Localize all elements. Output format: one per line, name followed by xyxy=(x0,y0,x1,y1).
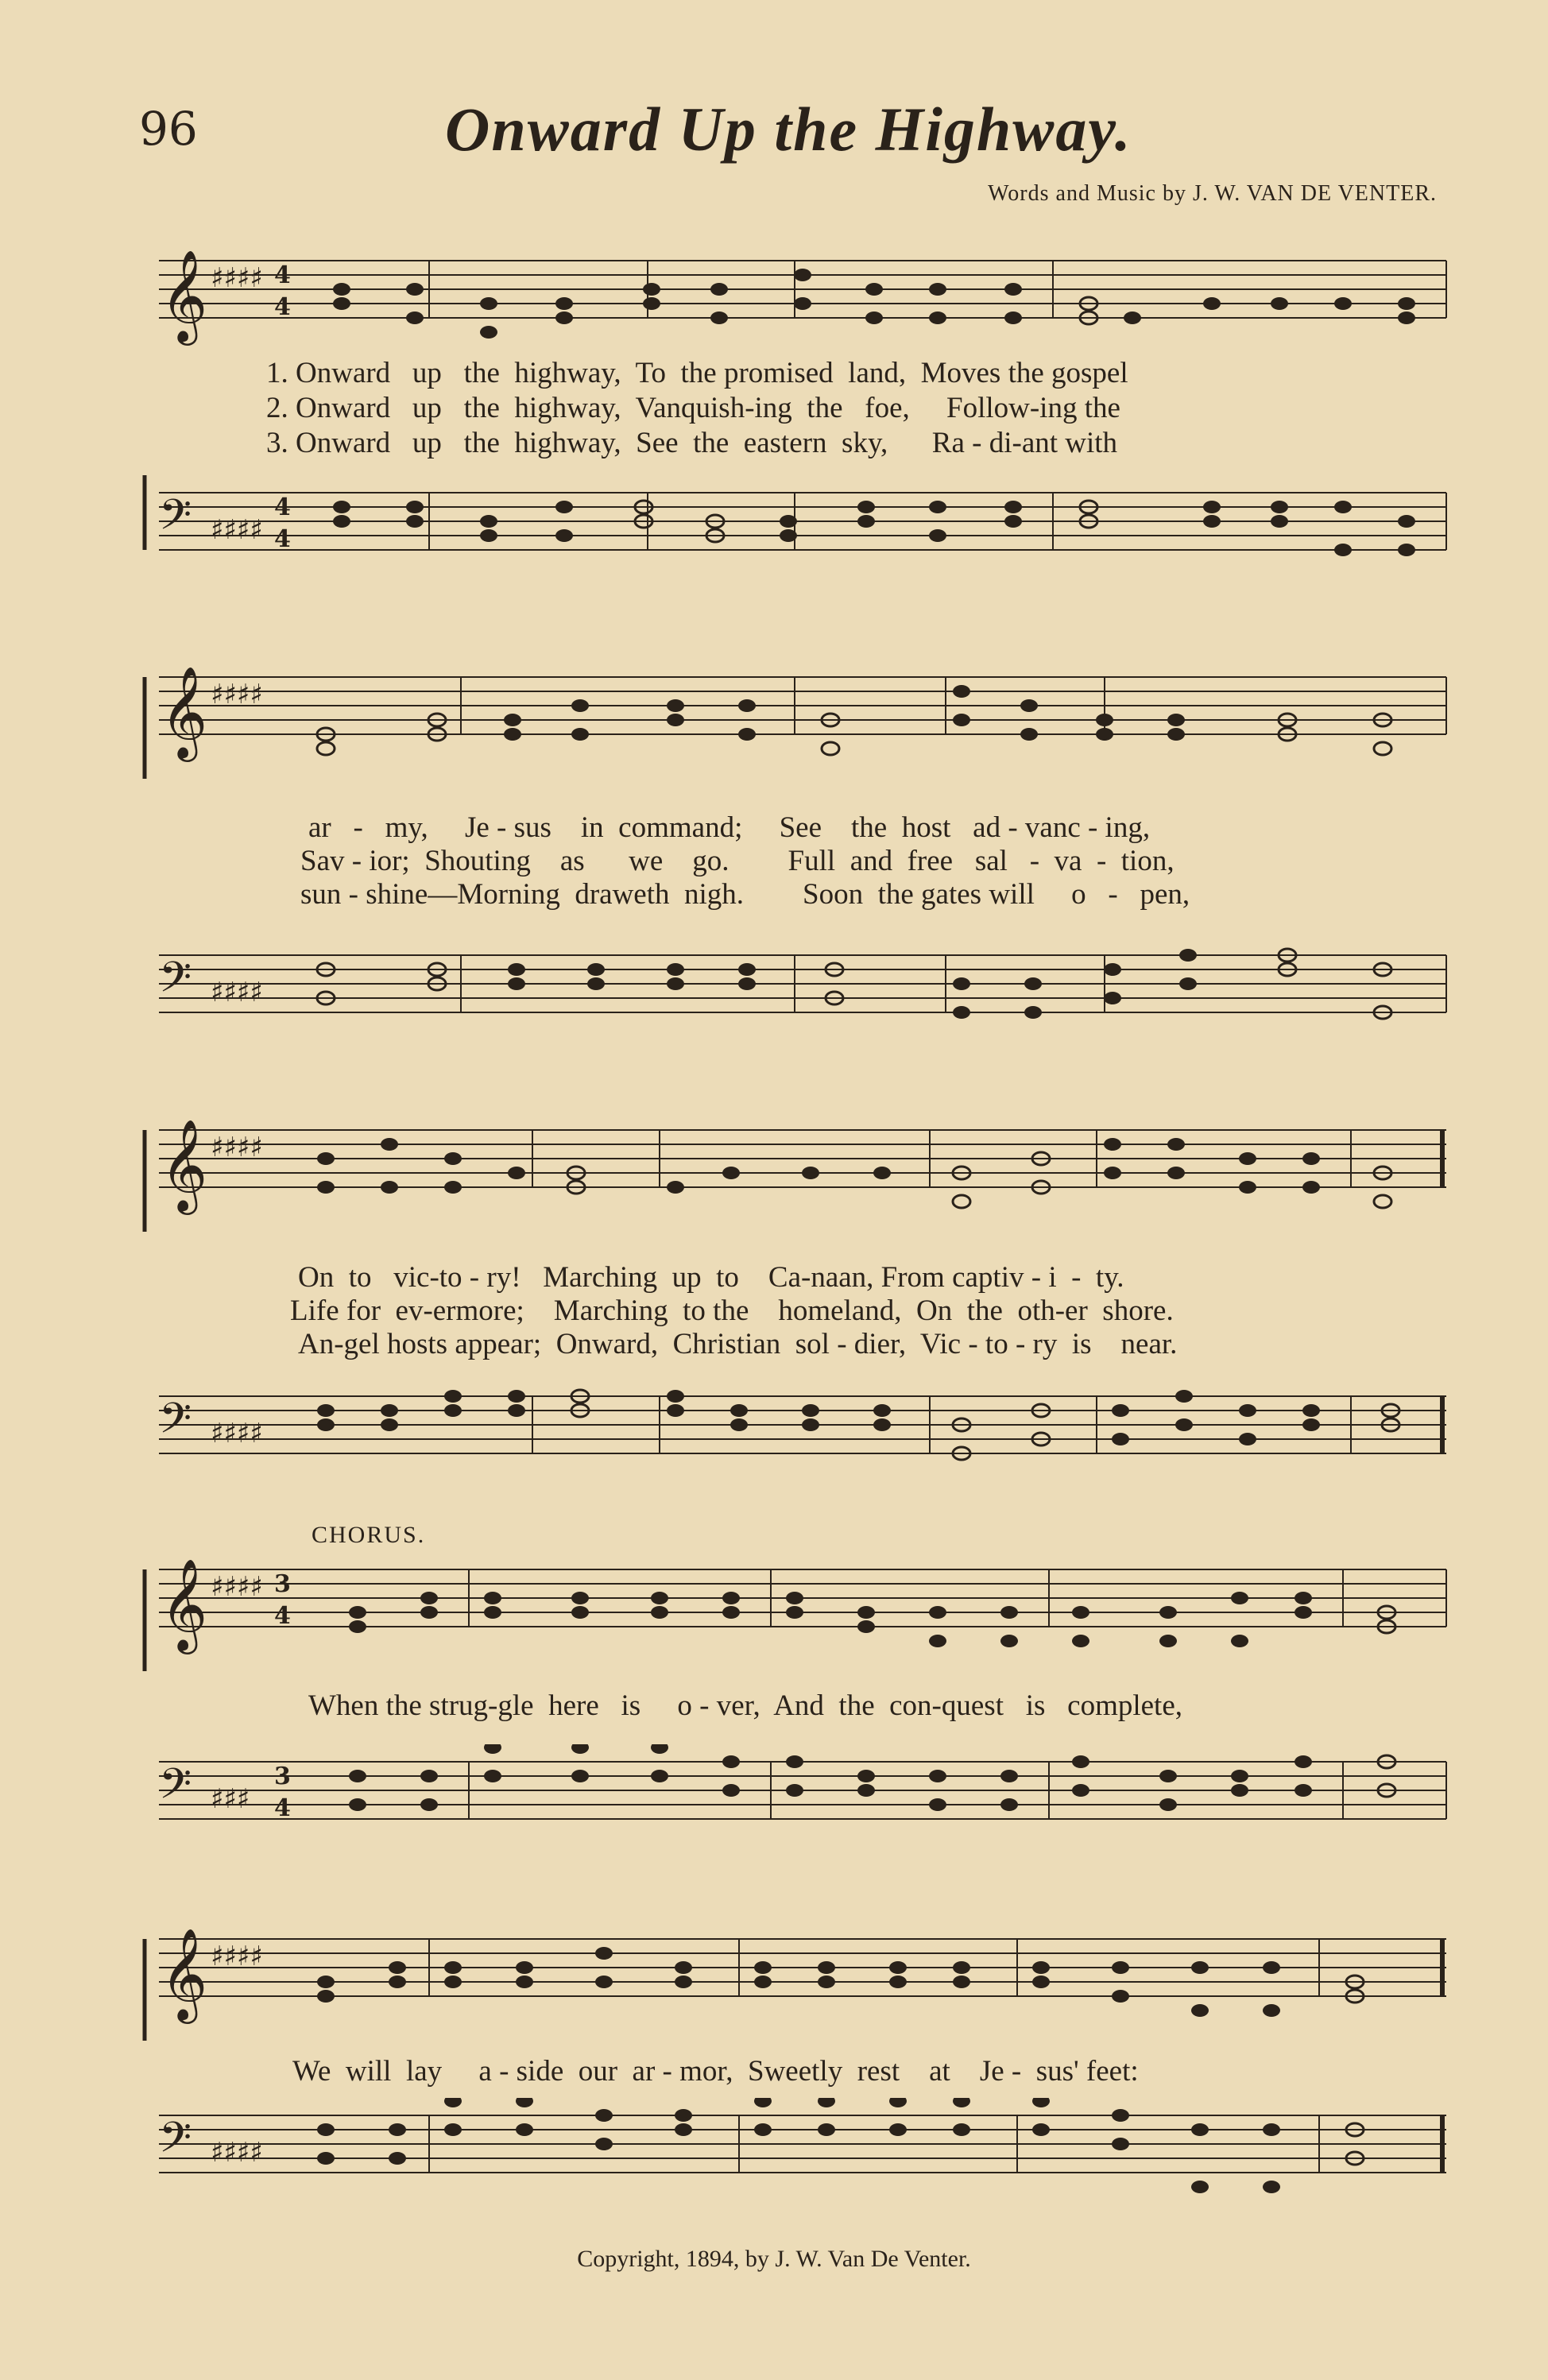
svg-text:♯♯♯♯: ♯♯♯♯ xyxy=(211,1418,263,1449)
svg-text:♯♯♯♯: ♯♯♯♯ xyxy=(211,679,263,710)
music-system-5 xyxy=(135,1891,1454,2241)
svg-text:♯♯♯♯: ♯♯♯♯ xyxy=(211,977,263,1008)
svg-text:𝄞: 𝄞 xyxy=(161,665,208,758)
svg-text:♯♯♯♯: ♯♯♯♯ xyxy=(211,1941,263,1972)
lyric-line-3-2: Life for ev-ermore; Marching to the homeland, On the oth-er shore. xyxy=(290,1294,1174,1327)
svg-text:𝄞: 𝄞 xyxy=(161,249,208,342)
music-system-3 xyxy=(135,1105,1454,1502)
treble-staff-5 xyxy=(135,1921,1454,2041)
chorus-time-sig-bottom: 4 xyxy=(274,1602,291,1630)
svg-text:♯♯♯♯: ♯♯♯♯ xyxy=(211,262,263,294)
lyric-line-5-1: We will lay a - side our ar - mor, Sweetly rest at Je - sus' feet: xyxy=(292,2055,1139,2088)
svg-text:4: 4 xyxy=(274,525,291,553)
bass-staff-4 xyxy=(135,1744,1454,1863)
treble-staff-2 xyxy=(135,660,1454,779)
lyric-line-2-1: ar - my, Je - sus in command; See the host ad - vanc - ing, xyxy=(308,811,1151,844)
svg-text:♯♯♯♯: ♯♯♯♯ xyxy=(211,1571,263,1603)
lyric-line-2-3: sun - shine—Morning draweth nigh. Soon the gates will o - pen, xyxy=(300,878,1190,911)
svg-text:𝄢: 𝄢 xyxy=(159,1395,192,1453)
svg-text:♯♯♯: ♯♯♯ xyxy=(211,1783,250,1815)
chorus-time-sig-top: 3 xyxy=(274,1570,291,1598)
svg-text:4: 4 xyxy=(274,493,291,521)
svg-text:♯♯♯♯: ♯♯♯♯ xyxy=(211,514,263,546)
svg-text:𝄞: 𝄞 xyxy=(161,1927,208,2020)
lyric-line-3-3: An-gel hosts appear; Onward, Christian sol - dier, Vic - to - ry is near. xyxy=(298,1328,1178,1360)
lyric-line-1-3: 3. Onward up the highway, See the eastern sky, Ra - di-ant with xyxy=(266,427,1118,459)
svg-text:𝄢: 𝄢 xyxy=(159,491,192,550)
bass-staff-2 xyxy=(135,938,1454,1057)
bass-staff-1 xyxy=(135,475,1454,586)
svg-text:♯♯♯♯: ♯♯♯♯ xyxy=(211,2137,263,2169)
time-sig-top: 4 xyxy=(274,261,291,289)
lyric-line-3-1: On to vic-to - ry! Marching up to Ca-naan, From captiv - i - ty. xyxy=(298,1261,1124,1294)
bass-staff-5 xyxy=(135,2098,1454,2217)
svg-text:𝄢: 𝄢 xyxy=(159,1760,192,1819)
music-system-2 xyxy=(135,652,1454,1065)
music-system-1 xyxy=(135,221,1454,594)
treble-staff-4 xyxy=(135,1552,1454,1671)
bass-staff-3 xyxy=(135,1379,1454,1498)
lyric-line-1-2: 2. Onward up the highway, Vanquish-ing the foe, Follow-ing the xyxy=(266,392,1120,424)
time-sig-bottom: 4 xyxy=(274,293,291,321)
lyric-line-2-2: Sav - ior; Shouting as we go. Full and free sal - va - tion, xyxy=(300,845,1175,877)
chorus-label: CHORUS. xyxy=(312,1522,426,1548)
svg-text:𝄞: 𝄞 xyxy=(161,1558,208,1651)
treble-staff-3 xyxy=(135,1113,1454,1232)
svg-text:𝄢: 𝄢 xyxy=(159,954,192,1012)
svg-text:𝄞: 𝄞 xyxy=(161,1118,208,1211)
svg-text:4: 4 xyxy=(274,1794,291,1822)
composer-credit: Words and Music by J. W. VAN DE VENTER. xyxy=(988,181,1437,206)
svg-text:♯♯♯♯: ♯♯♯♯ xyxy=(211,1132,263,1163)
page-title: Onward Up the Highway. xyxy=(445,95,1132,164)
svg-text:𝄢: 𝄢 xyxy=(159,2114,192,2173)
treble-staff-1 xyxy=(135,243,1454,354)
lyric-line-1-1: 1. Onward up the highway, To the promised land, Moves the gospel xyxy=(266,357,1128,389)
svg-text:3: 3 xyxy=(274,1763,291,1790)
copyright-notice: Copyright, 1894, by J. W. Van De Venter. xyxy=(577,2246,971,2272)
lyric-line-4-1: When the strug-gle here is o - ver, And the con-quest is complete, xyxy=(308,1689,1183,1722)
music-system-4 xyxy=(135,1522,1454,1887)
page-number: 96 xyxy=(139,102,198,156)
